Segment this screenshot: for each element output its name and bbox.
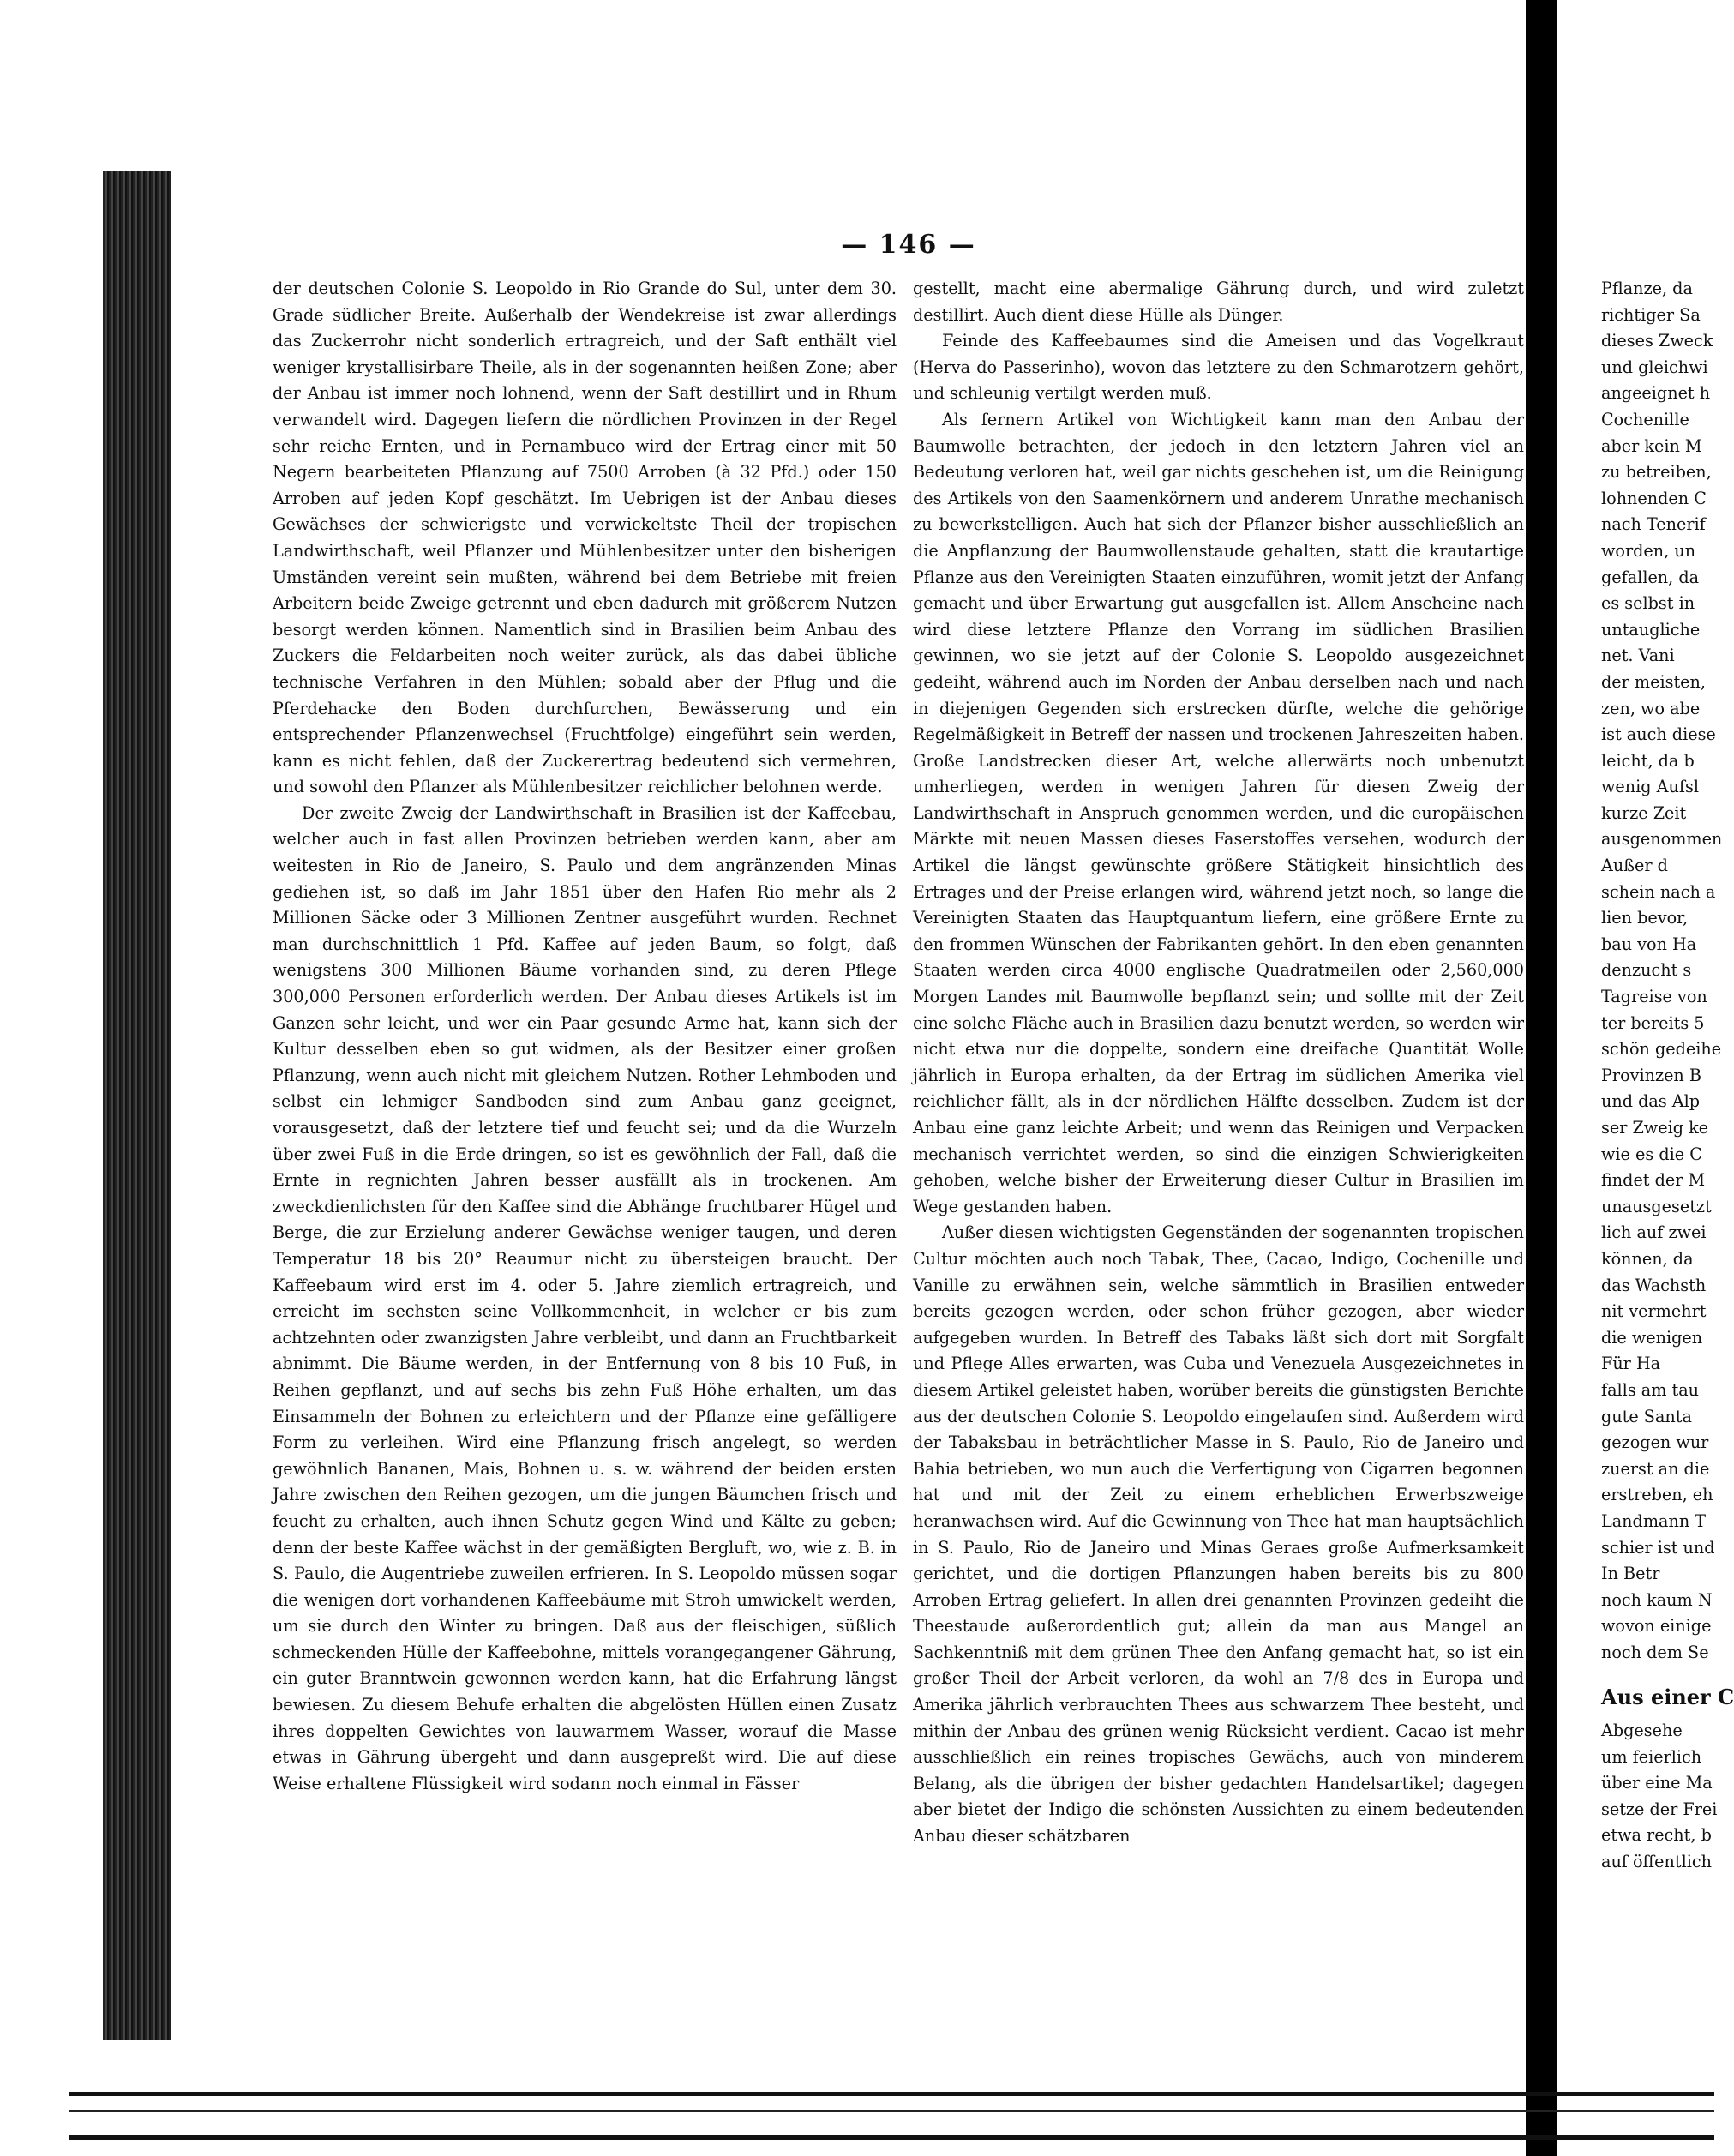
paragraph: Außer diesen wichtigsten Gegenständen der sogenannten tropischen Cultur möchten auch noch Tabak, Thee, Cacao, Indigo, Cochenille und Vanille zu erwähnen sein, welche sämmtlich in Brasilien entweder bereits gezogen werden, oder schon früher gezogen, aber wieder aufgegeben wurden. In Betreff des Tabaks läßt sich dort mit Sorgfalt und Pflege Alles erwarten, was Cuba und Venezuela Ausgezeichnetes in diesem Artikel geleistet haben, worüber bereits die günstigsten Berichte aus der deutschen Colonie S. Leopoldo eingelaufen sind. Außerdem wird der Tabaksbau in beträchtlicher Masse in S. Paulo, Rio de Janeiro und Bahia betrieben, wo nun auch die Verfertigung von Cigarren begonnen hat und mit der Zeit zu einem erheblichen Erwerbszweige heranwachsen wird. Auf die Gewinnung von Thee hat man hauptsächlich in S. Paulo, Rio de Janeiro und Minas Geraes große Aufmerksamkeit gerichtet, und die dortigen Pflanzungen haben bereits bis zu 800 Arroben Ertrag geliefert. In allen drei genannten Provinzen gedeiht die Theestaude außerordentlich gut; allein da man aus Mangel an Sachkenntniß mit dem grünen Thee den Anfang gemacht hat, so ist ein großer Theil der Arbeit verloren, da wohl an 7/8 des in Europa und Amerika jährlich verbrauchten Thees aus schwarzem Thee besteht, und mithin der Anbau des grünen wenig Rücksicht verdient. Cacao ist mehr ausschließlich ein reines tropisches Gewächs, auch von minderem Belang, als die übrigen der bisher gedachten Handelsartikel; dagegen aber bietet der Indigo die schönsten Aussichten zu einem bedeutenden Anbau dieser schätzbaren bbox=[913, 1222, 1524, 1847]
text-line: schier ist und bbox=[1601, 1537, 1715, 1558]
text-line: Außer d bbox=[1601, 856, 1668, 876]
middle-text-column bbox=[913, 276, 1524, 2068]
text-line: unausgesetzt bbox=[1601, 1196, 1712, 1216]
text-line: bau von Ha bbox=[1601, 934, 1697, 954]
text-line: über eine Ma bbox=[1601, 1773, 1713, 1793]
text-line: dieses Zweck bbox=[1601, 331, 1713, 351]
text-line: etwa recht, b bbox=[1601, 1825, 1712, 1846]
book-spine-edge bbox=[103, 171, 171, 2040]
text-line: net. Vani bbox=[1601, 646, 1675, 666]
text-line: wie es die C bbox=[1601, 1144, 1702, 1164]
text-line: der meisten, bbox=[1601, 671, 1706, 692]
text-line: um feierlich bbox=[1601, 1746, 1702, 1767]
text-line: worden, un bbox=[1601, 540, 1696, 561]
page-number: — 146 — bbox=[841, 230, 976, 260]
text-line: ist auch diese bbox=[1601, 724, 1716, 745]
text-line: wenig Aufsl bbox=[1601, 777, 1699, 797]
text-line: Landmann T bbox=[1601, 1510, 1707, 1531]
text-line: die wenigen bbox=[1601, 1327, 1703, 1348]
text-line: angeeignet h bbox=[1601, 383, 1711, 404]
text-line: denzucht s bbox=[1601, 960, 1692, 981]
text-line: lien bevor, bbox=[1601, 908, 1689, 928]
paragraph: Als fernern Artikel von Wichtigkeit kann man den Anbau der Baumwolle betrachten, der jedoch in den letztern Jahren viel an Bedeutung verloren hat, weil gar nichts geschehen ist, um die Reinigung des Artikels von den Saamenkörnern und anderem Unrathe mechanisch zu bewerkstelligen. Auch hat sich der Pflanzer bisher ausschließlich an die Anpflanzung der Baumwollenstaude gehalten, statt die krautartige Pflanze aus den Vereinigten Staaten einzuführen, womit jetzt der Anfang gemacht und über Erwartung gut ausgefallen ist. Allem Anscheine nach wird diese letztere Pflanze den Vorrang im südlichen Brasilien gewinnen, wo sie jetzt auf der Colonie S. Leopoldo ausgezeichnet gedeiht, während auch im Norden der Anbau derselben nach und nach in diejenigen Gegenden sich erstrecken dürfte, welche die gehörige Regelmäßigkeit in Betreff der nassen und trockenen Jahreszeiten haben. Große Landstrecken dieser Art, welche allerwärts noch unbenutzt umherliegen, werden in wenigen Jahren für diesen Zweig der Landwirthschaft in Anspruch genommen werden, und die europäischen Märkte mit neuen Massen dieses Faserstoffes versehen, wodurch der Artikel die längst gewünschte größere Stätigkeit hinsichtlich des Ertrages und der Preise erlangen wird, während jetzt noch, so lange die Vereinigten Staaten das Hauptquantum liefern, eine größere Ernte zu den frommen Wünschen der Fabrikanten gehört. In den eben genannten Staaten werden circa 4000 englische Quadratmeilen oder 2,560,000 Morgen Landes mit Baumwolle bepflanzt sein; und sollte mit der Zeit eine solche Fläche auch in Brasilien dazu benutzt werden, so werden wir nicht etwa nur die doppelte, sondern eine dreifache Quantität Wolle jährlich in Europa erhalten, da der Ertrag im südlichen Amerika viel reichlicher fällt, als in der nördlichen Hälfte desselben. Zudem ist der Anbau eine ganz leichte Arbeit; und wenn das Reinigen und Verpacken mechanisch verrichtet werden, so sind die einzigen Schwierigkeiten gehoben, welche bisher der Erweiterung dieser Cultur in Brasilien im Wege gestanden haben. bbox=[913, 409, 1524, 1216]
text-line: falls am tau bbox=[1601, 1379, 1700, 1400]
text-line: gute Santa bbox=[1601, 1406, 1692, 1426]
text-line: untaugliche bbox=[1601, 619, 1701, 640]
text-line: findet der M bbox=[1601, 1170, 1706, 1191]
text-line: zuerst an die bbox=[1601, 1458, 1710, 1479]
right-cropped-column bbox=[1601, 276, 1734, 2068]
right-column-lines-after-heading bbox=[1601, 1718, 1718, 1876]
text-line: zu betreiben, bbox=[1601, 462, 1712, 483]
text-line: Provinzen B bbox=[1601, 1065, 1701, 1085]
text-line: Für Ha bbox=[1601, 1354, 1661, 1374]
text-line: richtiger Sa bbox=[1601, 304, 1701, 325]
text-line: Cochenille bbox=[1601, 409, 1689, 429]
text-line: gezogen wur bbox=[1601, 1432, 1709, 1453]
text-line: aber kein M bbox=[1601, 435, 1702, 456]
text-line: nit vermehrt bbox=[1601, 1301, 1707, 1322]
page-gutter-shadow bbox=[1526, 0, 1557, 2156]
paragraph: der deutschen Colonie S. Leopoldo in Rio Grande do Sul, unter dem 30. Grade südlicher Breite. Außerhalb der Wendekreise ist zwar allerdings das Zuckerrohr nicht sonderlich ertragreich, und der Saft enthält viel weniger krystallisirbare Theile, als in der sogenannten heißen Zone; aber der Anbau ist immer noch lohnend, wenn der Saft destillirt und in Rhum verwandelt wird. Dagegen liefern die nördlichen Provinzen in der Regel sehr reiche Ernten, und in Pernambuco wird der Ertrag einer mit 50 Negern bearbeiteten Pflanzung auf 7500 Arroben (à 32 Pfd.) oder 150 Arroben auf jeden Kopf geschätzt. Im Uebrigen ist der Anbau dieses Gewächses der schwierigste und verwickeltste Theil der tropischen Landwirthschaft, weil Pflanzer und Mühlenbesitzer unter den bisherigen Umständen vereint sein mußten, während bei dem Betriebe mit freien Arbeitern beide Zweige getrennt und eben dadurch mit größerem Nutzen besorgt werden können. Namentlich sind in Brasilien beim Anbau des Zuckers die Feldarbeiten noch weiter zurück, als das dabei übliche technische Verfahren in den Mühlen; sobald aber der Pflug und die Pferdehacke den Boden durchfurchen, Bewässerung und ein entsprechender Pflanzenwechsel (Fruchtfolge) eingeführt sein werden, kann es nicht fehlen, daß der Zuckerertrag bedeutend sich vermehren, und sowohl den Pflanzer als Mühlenbesitzer reichlicher belohnen werde. bbox=[273, 279, 897, 797]
text-line: setze der Frei bbox=[1601, 1799, 1718, 1819]
text-line: noch dem Se bbox=[1601, 1642, 1709, 1662]
text-line: ter bereits 5 bbox=[1601, 1012, 1705, 1033]
text-line: ser Zweig ke bbox=[1601, 1118, 1709, 1138]
text-line: zen, wo abe bbox=[1601, 698, 1701, 718]
left-text-column bbox=[273, 276, 897, 2068]
section-heading: Aus einer C bbox=[1601, 1685, 1734, 1710]
bottom-border-rules bbox=[69, 2092, 1714, 2140]
text-line: Abgesehe bbox=[1601, 1721, 1683, 1741]
right-column-lines bbox=[1601, 276, 1723, 1666]
text-line: es selbst in bbox=[1601, 593, 1695, 614]
text-line: noch kaum N bbox=[1601, 1589, 1713, 1610]
text-line: schein nach a bbox=[1601, 881, 1716, 902]
text-line: auf öffentlich bbox=[1601, 1852, 1712, 1872]
text-line: kurze Zeit bbox=[1601, 802, 1687, 823]
text-line: lich auf zwei bbox=[1601, 1222, 1707, 1243]
text-line: leicht, da b bbox=[1601, 750, 1695, 771]
text-line: In Betr bbox=[1601, 1564, 1660, 1584]
text-line: wovon einige bbox=[1601, 1616, 1712, 1637]
text-line: gefallen, da bbox=[1601, 567, 1700, 587]
text-line: lohnenden C bbox=[1601, 488, 1707, 508]
text-line: ausgenommen bbox=[1601, 829, 1723, 850]
paragraph: Der zweite Zweig der Landwirthschaft in Brasilien ist der Kaffeebau, welcher auch in fast allen Provinzen betrieben werden kann, aber am weitesten in Rio de Janeiro, S. Paulo und dem angränzenden Minas gediehen ist, so daß im Jahr 1851 über den Hafen Rio mehr als 2 Millionen Säcke oder 3 Millionen Zentner ausgeführt wurden. Rechnet man durchschnittlich 1 Pfd. Kaffee auf jeden Baum, so folgt, daß wenigstens 300 Millionen Bäume vorhanden sind, zu deren Pflege 300,000 Personen erforderlich werden. Der Anbau dieses Artikels ist im Ganzen sehr leicht, und wer ein Paar gesunde Arme hat, kann sich der Kultur desselben eben so gut widmen, als der Besitzer einer großen Pflanzung, wenn auch nicht mit gleichem Nutzen. Rother Lehmboden und selbst ein lehmiger Sandboden sind zum Anbau ganz geeignet, vorausgesetzt, daß der letztere tief und feucht sei; und da die Wurzeln über zwei Fuß in die Erde dringen, so ist es gewöhnlich der Fall, daß die Ernte in regnichten Jahren besser ausfällt als in trockenen. Am zweckdienlichsten für den Kaffee sind die Abhänge fruchtbarer Hügel und Berge, die zur Erzielung anderer Gewächse weniger taugen, und deren Temperatur 18 bis 20° Reaumur nicht zu übersteigen braucht. Der Kaffeebaum wird erst im 4. oder 5. Jahre ziemlich ertragreich, und erreicht im sechsten seine Vollkommenheit, in welcher er bis zum achtzehnten oder zwanzigsten Jahre verbleibt, und dann an Fruchtbarkeit abnimmt. Die Bäume werden, in der Entfernung von 8 bis 10 Fuß, in Reihen gepflanzt, und auf sechs bis zehn Fuß Höhe erhalten, um das Einsammeln der Bohnen zu erleichtern und der Pflanze eine gefälligere Form zu verleihen. Wird eine Pflanzung frisch angelegt, so werden gewöhnlich Bananen, Mais, Bohnen u. s. w. während der beiden ersten Jahre zwischen den Reihen gezogen, um die jungen Bäumchen frisch und feucht zu erhalten, auch ihnen Schutz gegen Wind und Kälte zu geben; denn der beste Kaffee wächst in der gemäßigten Bergluft, wo, wie z. B. in S. Paulo, die Augentriebe zuweilen erfrieren. In S. Leopoldo müssen sogar die wenigen dort vorhandenen Kaffeebäume mit Stroh umwickelt werden, um sie durch den Winter zu bringen. Daß aus der fleischigen, süßlich schmeckenden Hülle der Kaffeebohne, mittels vorangegangener Gährung, ein guter Branntwein gewonnen werden kann, hat die Erfahrung längst bewiesen. Zu diesem Behufe erhalten die abgelösten Hüllen einen Zusatz ihres doppelten Gewichtes von lauwarmem Wasser, worauf die Masse etwas in Gährung übergeht und dann ausgepreßt wird. Die auf diese Weise erhaltene Flüssigkeit wird sodann noch einmal in Fässer bbox=[273, 802, 897, 1793]
text-line: Pflanze, da bbox=[1601, 279, 1693, 298]
text-line: erstreben, eh bbox=[1601, 1485, 1713, 1505]
text-line: können, da bbox=[1601, 1248, 1694, 1269]
text-line: Tagreise von bbox=[1601, 987, 1707, 1007]
paragraph: Feinde des Kaffeebaumes sind die Ameisen und das Vogelkraut (Herva do Passerinho), wovon das letztere zu den Schmarotzern gehört, und schleunig vertilgt werden muß. bbox=[913, 331, 1524, 404]
text-line: das Wachsth bbox=[1601, 1275, 1707, 1295]
text-line: nach Tenerif bbox=[1601, 514, 1706, 535]
text-line: und gleichwi bbox=[1601, 357, 1708, 377]
text-line: und das Alp bbox=[1601, 1091, 1701, 1112]
text-line: schön gedeihe bbox=[1601, 1039, 1722, 1060]
paragraph: gestellt, macht eine abermalige Gährung durch, und wird zuletzt destillirt. Auch dient diese Hülle als Dünger. bbox=[913, 279, 1524, 325]
